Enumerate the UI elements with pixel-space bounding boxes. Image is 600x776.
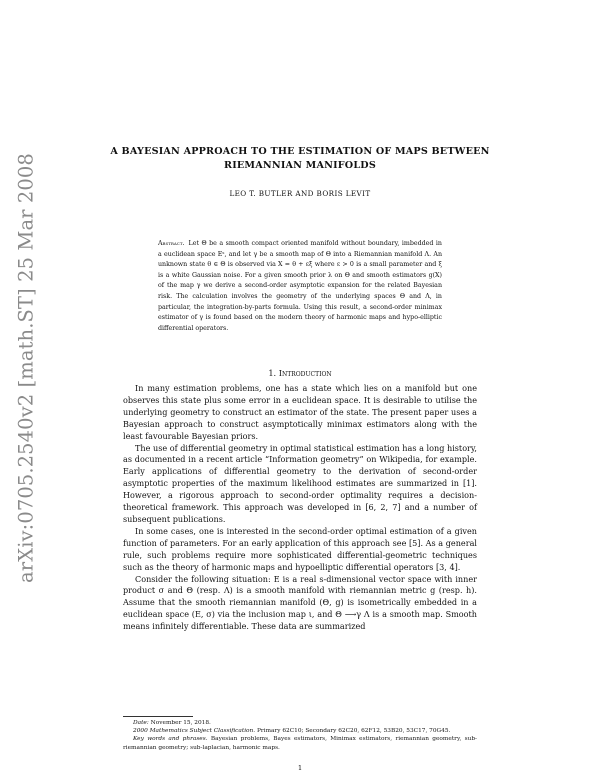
footnote-label: Date: (133, 720, 149, 726)
paper-authors: LEO T. BUTLER AND BORIS LEVIT (229, 189, 371, 198)
footnote-date (123, 719, 477, 727)
arxiv-sidebar (4, 153, 48, 583)
arxiv-identifier: arXiv:0705.2540v2 [math.ST] 25 Mar 2008 (14, 153, 38, 583)
footnote-label: 2000 Mathematics Subject Classification. (133, 728, 256, 735)
footnote-rule (123, 716, 193, 717)
body-text (123, 383, 477, 633)
abstract-label: Abstract. (158, 240, 185, 247)
paper-title: A BAYESIAN APPROACH TO THE ESTIMATION OF MAPS BETWEEN RIEMANNIAN MANIFOLDS (110, 146, 490, 171)
footnote-text: Primary 62C10; Secondary 62C20, 62F12, 53B20, 53C17, 70G45. (256, 728, 451, 735)
paragraph: The use of differential geometry in optimal statistical estimation has a long history, as documented in a recent article “Information geometry” on Wikipedia, for example. Early applications of differential geometry to the derivation of second-order asymptotic properties of the maximum likelihood estimates are summarized in [1]. However, a rigorous approach to second-order optimality requires a decision-theoretical framework. This approach was developed in [6, 2, 7] and a number of subsequent publications. (123, 442, 477, 524)
section-heading: 1. Introduction (268, 368, 332, 378)
footnotes (123, 719, 477, 752)
abstract-text: Let Θ be a smooth compact oriented manifold without boundary, imbedded in a euclidean space Eˢ, and let γ be a smooth map of Θ into a Riemannian manifold Λ. An unknown state θ ∈ Θ is observed via X = θ + εξ where ε > 0 is a small parameter and ξ is a white Gaussian noise. For a given smooth prior λ on Θ and smooth estimators g(X) of the map γ we derive a second-order asymptotic expansion for the related Bayesian risk. The calculation involves the geometry of the underlying spaces Θ and Λ, in particular, the integration-by-parts formula. Using this result, a second-order minimax estimator of γ is found based on the modern theory of harmonic maps and hypo-elliptic differential operators. (158, 240, 442, 332)
footnote-keywords (123, 735, 477, 751)
paragraph: In many estimation problems, one has a state which lies on a manifold but one observes this state plus some error in a euclidean space. It is desirable to utilise the underlying geometry to construct an estimator of the state. The present paper uses a Bayesian approach to construct asymptotically minimax estimators along with the least favourable Bayesian priors. (123, 383, 477, 441)
paragraph: In some cases, one is interested in the second-order optimal estimation of a given function of parameters. For an early application of this approach see [5]. As a general rule, such problems require more sophisticated differential-geometric techniques such as the theory of harmonic maps and hypoelliptic differential operators [3, 4]. (123, 525, 477, 572)
footnote-text: Bayesian problems, Bayes estimators, Minimax estimators, riemannian geometry, sub-riemannian geometry; sub-laplacian, harmonic maps. (123, 736, 477, 751)
footnote-label: Key words and phrases. (133, 736, 208, 743)
paragraph: Consider the following situation: E is a real s-dimensional vector space with inner product σ and Θ (resp. Λ) is a smooth manifold with riemannian metric g (resp. h). Assume that the smooth riemannian manifold (Θ, g) is isometrically embedded in a euclidean space (E, σ) via the inclusion map ι, and Θ ⟶γ Λ is a smooth map. Smooth means infinitely differentiable. These data are summarized (123, 573, 477, 632)
abstract (158, 239, 442, 334)
footnote-text: November 15, 2018. (150, 720, 211, 726)
page-number: 1 (297, 764, 303, 772)
footnote-msc (123, 727, 477, 735)
